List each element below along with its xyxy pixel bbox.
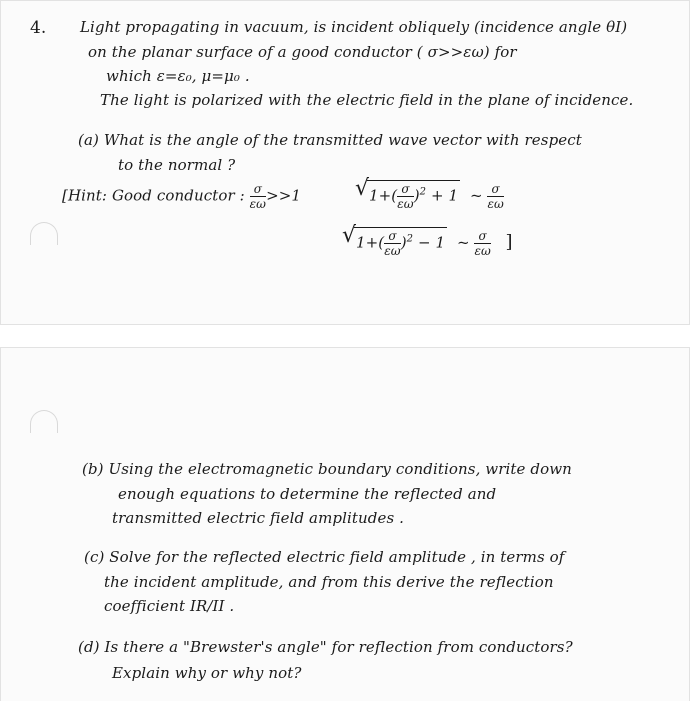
problem-number: 4. [30,18,47,38]
part-a-line-1: (a) What is the angle of the transmitted wave vector with respect [78,131,582,149]
part-b-line-1: (b) Using the electromagnetic boundary conditions, write down [82,460,572,478]
part-c-line-1: (c) Solve for the reflected electric field amplitude , in terms of [84,548,565,566]
part-a-line-2: to the normal ? [118,156,236,174]
part-d-line-2: Explain why or why not? [112,664,302,682]
collapse-toggle[interactable] [30,222,58,245]
part-b-line-3: transmitted electric field amplitudes . [112,509,404,527]
part-b-line-2: enough equations to determine the reflected and [118,485,497,503]
part-d-line-1: (d) Is there a "Brewster's angle" for reflection from conductors? [78,638,573,656]
hint-sqrt-plus: √ 1+( $\frac{\sigma}{\varepsilon\omega}$ )$^2$ + 1 ~ $\frac{\sigma}{\varepsilon\omega}$ [355,176,504,211]
intro-line-2: on the planar surface of a good conductor ( σ>>εω) for [88,43,517,61]
hint-sqrt-minus: √ 1+( $\frac{\sigma}{\varepsilon\omega}$ )$^2$ − 1 ~ $\frac{\sigma}{\varepsilon\omega}$ ] [342,223,513,258]
intro-line-4: The light is polarized with the electric field in the plane of incidence. [100,91,634,109]
part-c-line-3: coefficient IR/II . [104,597,235,615]
sigma-over-epsilon-omega: $\frac{\sigma}{\varepsilon\omega}$ [249,182,267,211]
hint-label: [Hint: Good conductor : [62,186,245,205]
intro-line-3: which ε=ε₀, μ=μ₀ . [106,67,250,85]
intro-line-1: Light propagating in vacuum, is incident obliquely (incidence angle θI) [80,18,628,36]
part-c-line-2: the incident amplitude, and from this derive the reflection [104,573,554,591]
collapse-toggle[interactable] [30,410,58,433]
hint-line-1: [Hint: Good conductor : $\frac{\sigma}{\varepsilon\omega}$ >>1 [62,182,302,211]
